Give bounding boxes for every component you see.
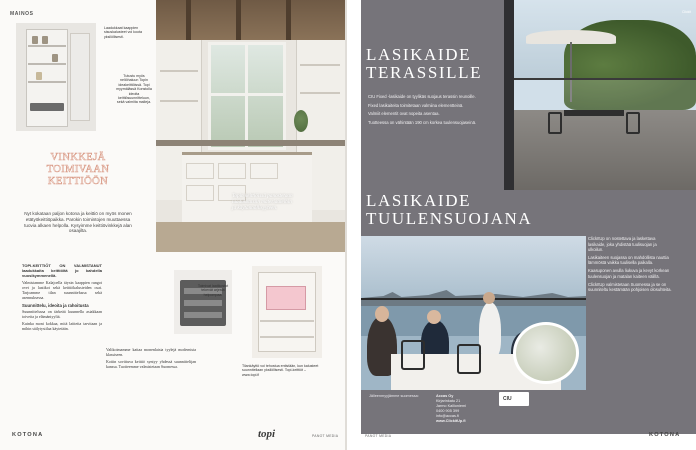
- paragraph: CIU Fixed -lasikaide on tyylikäs suojaus terassin reunoille.: [368, 94, 476, 99]
- caption-showroom: Tutustu myös neliöhaluun Topin ideakeittiöissä. Topi myymälässä Konstolla ideoita keittiösuunnitteluun, sekä valmiita malleja.: [116, 74, 152, 105]
- drawer-photo: [174, 270, 232, 334]
- section-label: MAINOS: [10, 11, 34, 17]
- subheading: Suunnittelu, ideoita ja rahoitusta: [22, 302, 89, 308]
- right-page: [347, 0, 696, 450]
- article-lead: Nyt kokataan paljon kotona ja keittiö on myös monen etätyökeittiöpaikka. Parokin toimintojen muuttaessa tuovia alkaen helpolla. Kysyimme keittiövinkkejä alan osaajilta.: [24, 211, 132, 234]
- terrace-text: [368, 94, 480, 125]
- terrace-photo: [504, 0, 696, 190]
- contact-website: www.ClickitUp.fi: [436, 419, 466, 423]
- paragraph: Lasikaiteen suojassa on mahdollista nauttia lämmöstä vaikka tuulisella paikalla.: [588, 254, 669, 266]
- caption-drawers: Toimivat laatikostot tekevät arjesta helpompaa.: [197, 284, 229, 297]
- magazine-name: KOTONA: [649, 432, 681, 438]
- paragraph: ClickItUp valmistetaan Suomessa ja se on suunniteltu kestämään pohjoisen olosuhteita.: [588, 281, 672, 293]
- article-headline: VINKKEJÄ TOIMIVAAN KEITTIÖÖN: [46, 152, 110, 187]
- paragraph: Suunnittelussa on tärkeää kuunnella asiakkaan toiveita ja elämäntyyliä.: [22, 308, 102, 319]
- dealer-contact: [436, 394, 466, 424]
- dealer-company: Accas Oy: [436, 394, 454, 398]
- dining-terrace-photo: [361, 236, 586, 390]
- dealer-label: Jälleenmyyjämme suomessa:: [369, 394, 419, 398]
- shelf-cabinet-photo: [16, 23, 96, 131]
- paragraph: TOPI-KEITTIÖT ON VALMISTANUT laadukkaita keittiöitä jo kahdella vuosikymmenellä.: [22, 263, 102, 278]
- paragraph: ClickItUp on nostettava ja laskettava lasikaide, joka yhdistää tuulisuojan ja ulkoilun.: [588, 236, 657, 252]
- cabinet-photo: [252, 266, 322, 358]
- paragraph: Kaasuponen avulla liukuva ja kevyt korkean tuulensuojan ja matalan kaiteen välillä.: [588, 268, 670, 279]
- headline-terrace: LASIKAIDE TERASSILLE: [366, 45, 483, 82]
- topi-logo: topi: [258, 428, 276, 440]
- headline-windshield-2: TUULENSUOJANA: [366, 209, 533, 228]
- caption-cabinet: Tilankäyttö voi tehostua entistään, kun kalusteet suunnitellaan yksilöllisesti. Topi-keittiöt – www.topi.fi: [242, 364, 319, 377]
- photo-brand-label: Clickit: [682, 10, 692, 14]
- magazine-name: KOTONA: [12, 432, 44, 438]
- paragraph: Kotiin sovittuva keittiö syntyy yhdessä suunnittelijan kanssa. Tuotteemme valmistetaan Suomessa.: [106, 359, 196, 370]
- publisher-label: PANOT MEDIA: [312, 434, 339, 438]
- hero-photo-caption: Topin keittiöissä panostetaan laadukkaisiin materiaaleihin ja käytännöllisyyteen.: [232, 193, 293, 211]
- contact-line: Kirjarinkatu 21: [436, 399, 461, 403]
- contact-line: info@accas.fi: [436, 414, 459, 418]
- detail-inset-photo: [513, 322, 579, 384]
- headline-windshield-1: LASIKAIDE: [366, 191, 472, 210]
- paragraph: Tuotteessa on vähintään 190 cm korkea tuulensuojaseinä.: [368, 119, 477, 125]
- contact-line: 0400 905 399: [436, 409, 460, 413]
- paragraph: Valmiit elementit ovat nopeita asentaa.: [368, 111, 440, 116]
- caption-organizers: Laadukkaat kaappien sisuskalusteet voi koota yksilöllisesti.: [104, 26, 142, 39]
- windshield-text: [588, 236, 672, 295]
- body-column-2: [106, 348, 196, 372]
- paragraph: Fixed lasikaiteita toimitetaan valmiina elementteinä.: [368, 102, 464, 108]
- contact-line: Jarmo Kallioniemi: [436, 404, 466, 408]
- paragraph: Valmistamme Kalajoella täysin kaappien rungot ovet ja laatikot sekä keittiökalusteiden osat. Tarjoamme tilan suunnittelussa sekä asennuksessa.: [22, 280, 102, 300]
- left-page: [0, 0, 345, 450]
- body-column-1: [22, 264, 102, 334]
- clickitup-logo: CIU: [499, 392, 529, 406]
- paragraph: Valikoimamme kattaa monenlaisia tyylejä modernista klassiseen.: [106, 347, 196, 357]
- kitchen-hero-photo: [156, 0, 345, 252]
- paragraph: Kuinka moni kokkaa, mitä laitteita tarvitaan ja mihin säilytystilaa käytetään.: [22, 320, 102, 331]
- publisher-label: PANOT MEDIA: [365, 434, 392, 438]
